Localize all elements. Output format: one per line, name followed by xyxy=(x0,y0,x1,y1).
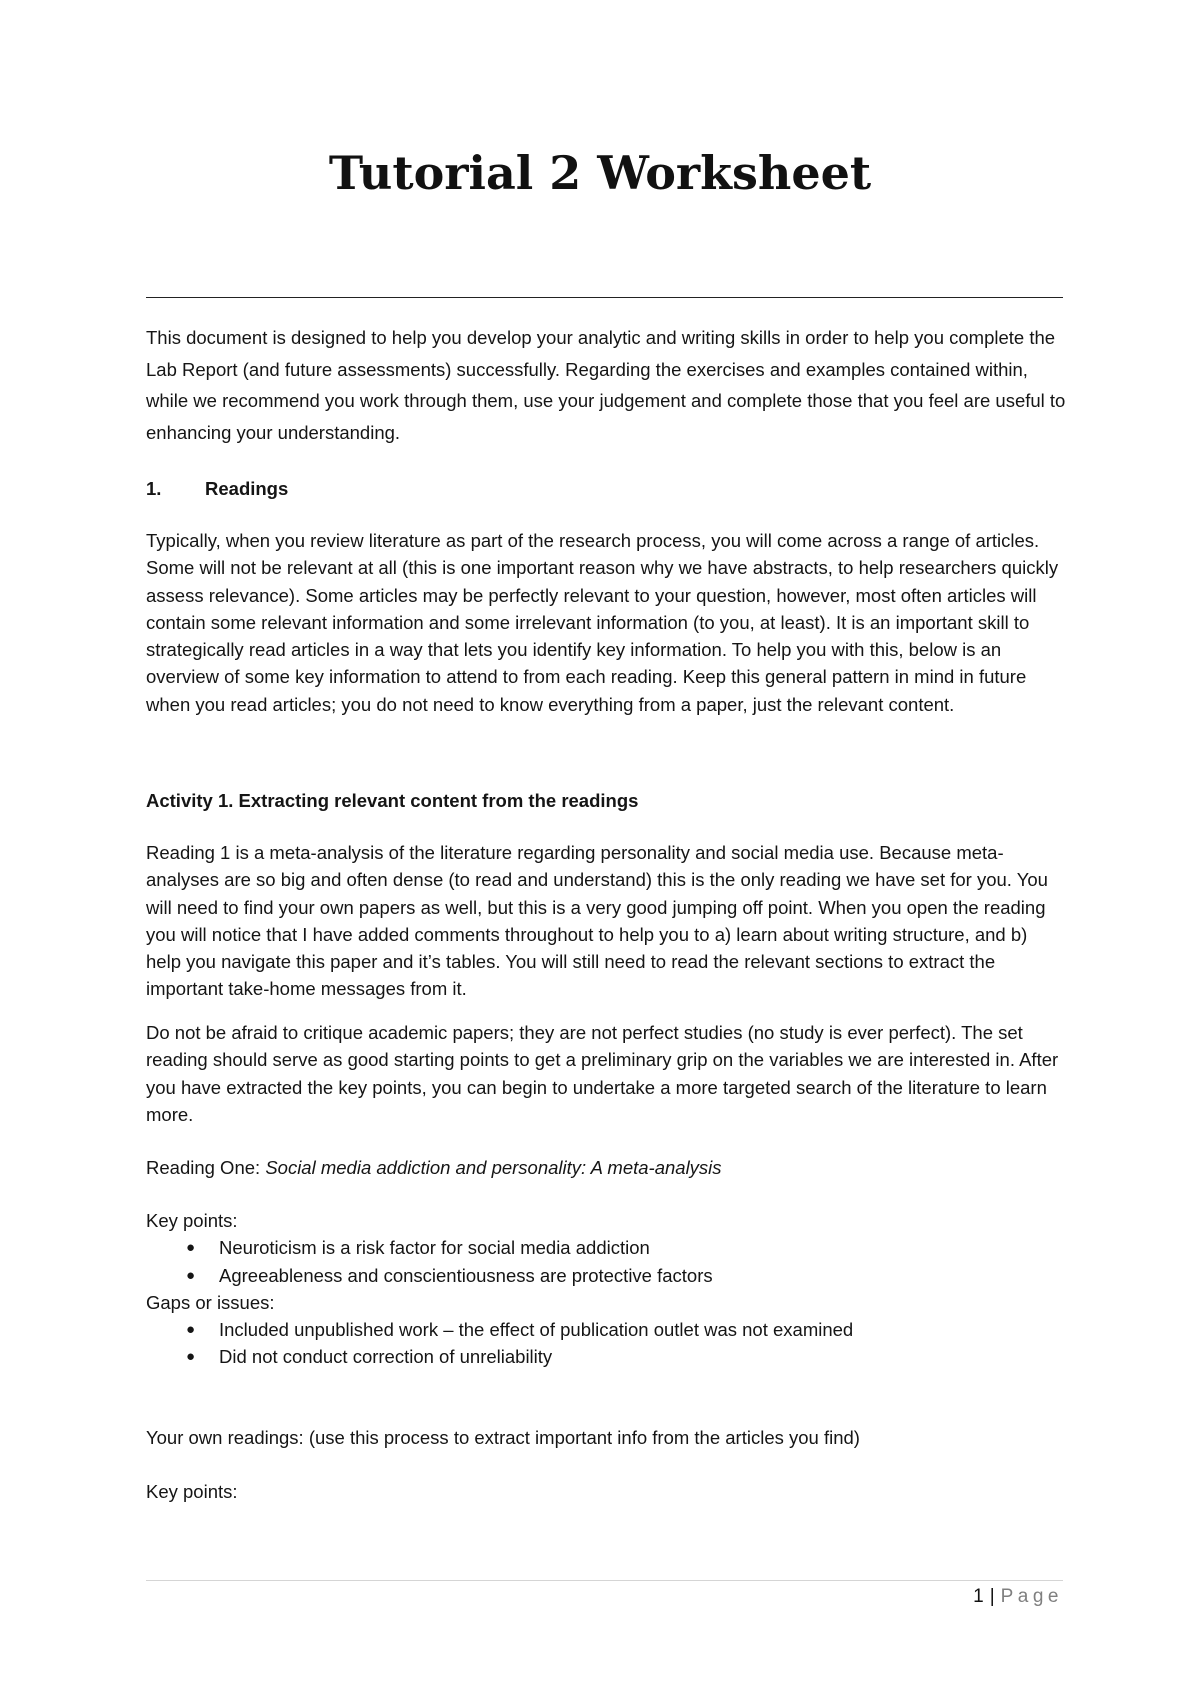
page-number: 1 xyxy=(973,1586,984,1607)
gap-text: Included unpublished work – the effect of publication outlet was not examined xyxy=(219,1319,854,1341)
activity-1-heading: Activity 1. Extracting relevant content from the readings xyxy=(146,790,639,811)
section-1-heading xyxy=(146,475,1066,502)
list-item xyxy=(146,1343,1066,1370)
reading-one-line xyxy=(146,1154,1066,1181)
reading-one-title: Social media addiction and personality: A meta-analysis xyxy=(265,1157,722,1178)
title-divider xyxy=(146,297,1063,298)
key-points-block xyxy=(146,1207,1066,1371)
own-key-points-label: Key points: xyxy=(146,1481,238,1502)
reading-one-label: Reading One: xyxy=(146,1157,266,1178)
activity-paragraph-2: Do not be afraid to critique academic papers; they are not perfect studies (no study is ever perfect). The set reading should serve as good starting points to get a preliminary grip on the variables we are interested in. After you have extracted the key points, you can begin to undertake a more targeted search of the literature to learn more. xyxy=(146,1022,1059,1125)
key-point-text: Neuroticism is a risk factor for social media addiction xyxy=(219,1237,650,1259)
gap-text: Did not conduct correction of unreliability xyxy=(219,1346,553,1368)
readings-paragraph: Typically, when you review literature as part of the research process, you will come across a range of articles. Some will not be relevant at all (this is one important reason why we have abstracts, to help researchers quickly assess relevance). Some articles may be perfectly relevant to your question, however, most often articles will contain some relevant information and some irrelevant information (to you, at least). It is an important skill to strategically read articles in a way that lets you identify key information. To help you with this, below is an overview of some key information to attend to from each reading. Keep this general pattern in mind in future when you read articles; you do not need to know everything from a paper, just the relevant content. xyxy=(146,530,1059,715)
section-1-number: 1. xyxy=(146,478,162,499)
bullet-icon: ● xyxy=(186,1239,196,1257)
bullet-icon: ● xyxy=(186,1348,196,1366)
gaps-label: Gaps or issues: xyxy=(146,1291,275,1313)
key-points-list xyxy=(146,1234,1066,1289)
document-title: Tutorial 2 Worksheet xyxy=(328,146,872,200)
bullet-icon: ● xyxy=(186,1266,196,1284)
activity-paragraph-1: Reading 1 is a meta-analysis of the literature regarding personality and social media use. Because meta-analyses are so big and often dense (to read and understand) this is the only reading we have set for you. You will need to find your own papers as well, but this is a very good jumping off point. When you open the reading you will notice that I have added comments throughout to help you to a) learn about writing structure, and b) help you navigate this paper and it’s tables. You will still need to read the relevant sections to extract the important take-home messages from it. xyxy=(146,842,1048,1000)
list-item xyxy=(146,1234,1066,1261)
page-footer xyxy=(973,1586,1063,1608)
footer-divider xyxy=(146,1580,1063,1581)
footer-separator: | xyxy=(989,1586,995,1607)
gaps-list xyxy=(146,1316,1066,1371)
bullet-icon: ● xyxy=(186,1321,196,1339)
section-1-title: Readings xyxy=(205,478,289,499)
key-point-text: Agreeableness and conscientiousness are protective factors xyxy=(219,1264,713,1286)
list-item xyxy=(146,1316,1066,1343)
page-word: Page xyxy=(1000,1586,1063,1607)
list-item xyxy=(146,1262,1066,1289)
own-readings-line: Your own readings: (use this process to extract important info from the articles you find) xyxy=(146,1427,860,1448)
intro-paragraph: This document is designed to help you develop your analytic and writing skills in order to help you complete the Lab Report (and future assessments) successfully. Regarding the exercises and examples contained within, while we recommend you work through them, use your judgement and complete those that you feel are useful to enhancing your understanding. xyxy=(146,327,1066,443)
key-points-label: Key points: xyxy=(146,1210,238,1231)
